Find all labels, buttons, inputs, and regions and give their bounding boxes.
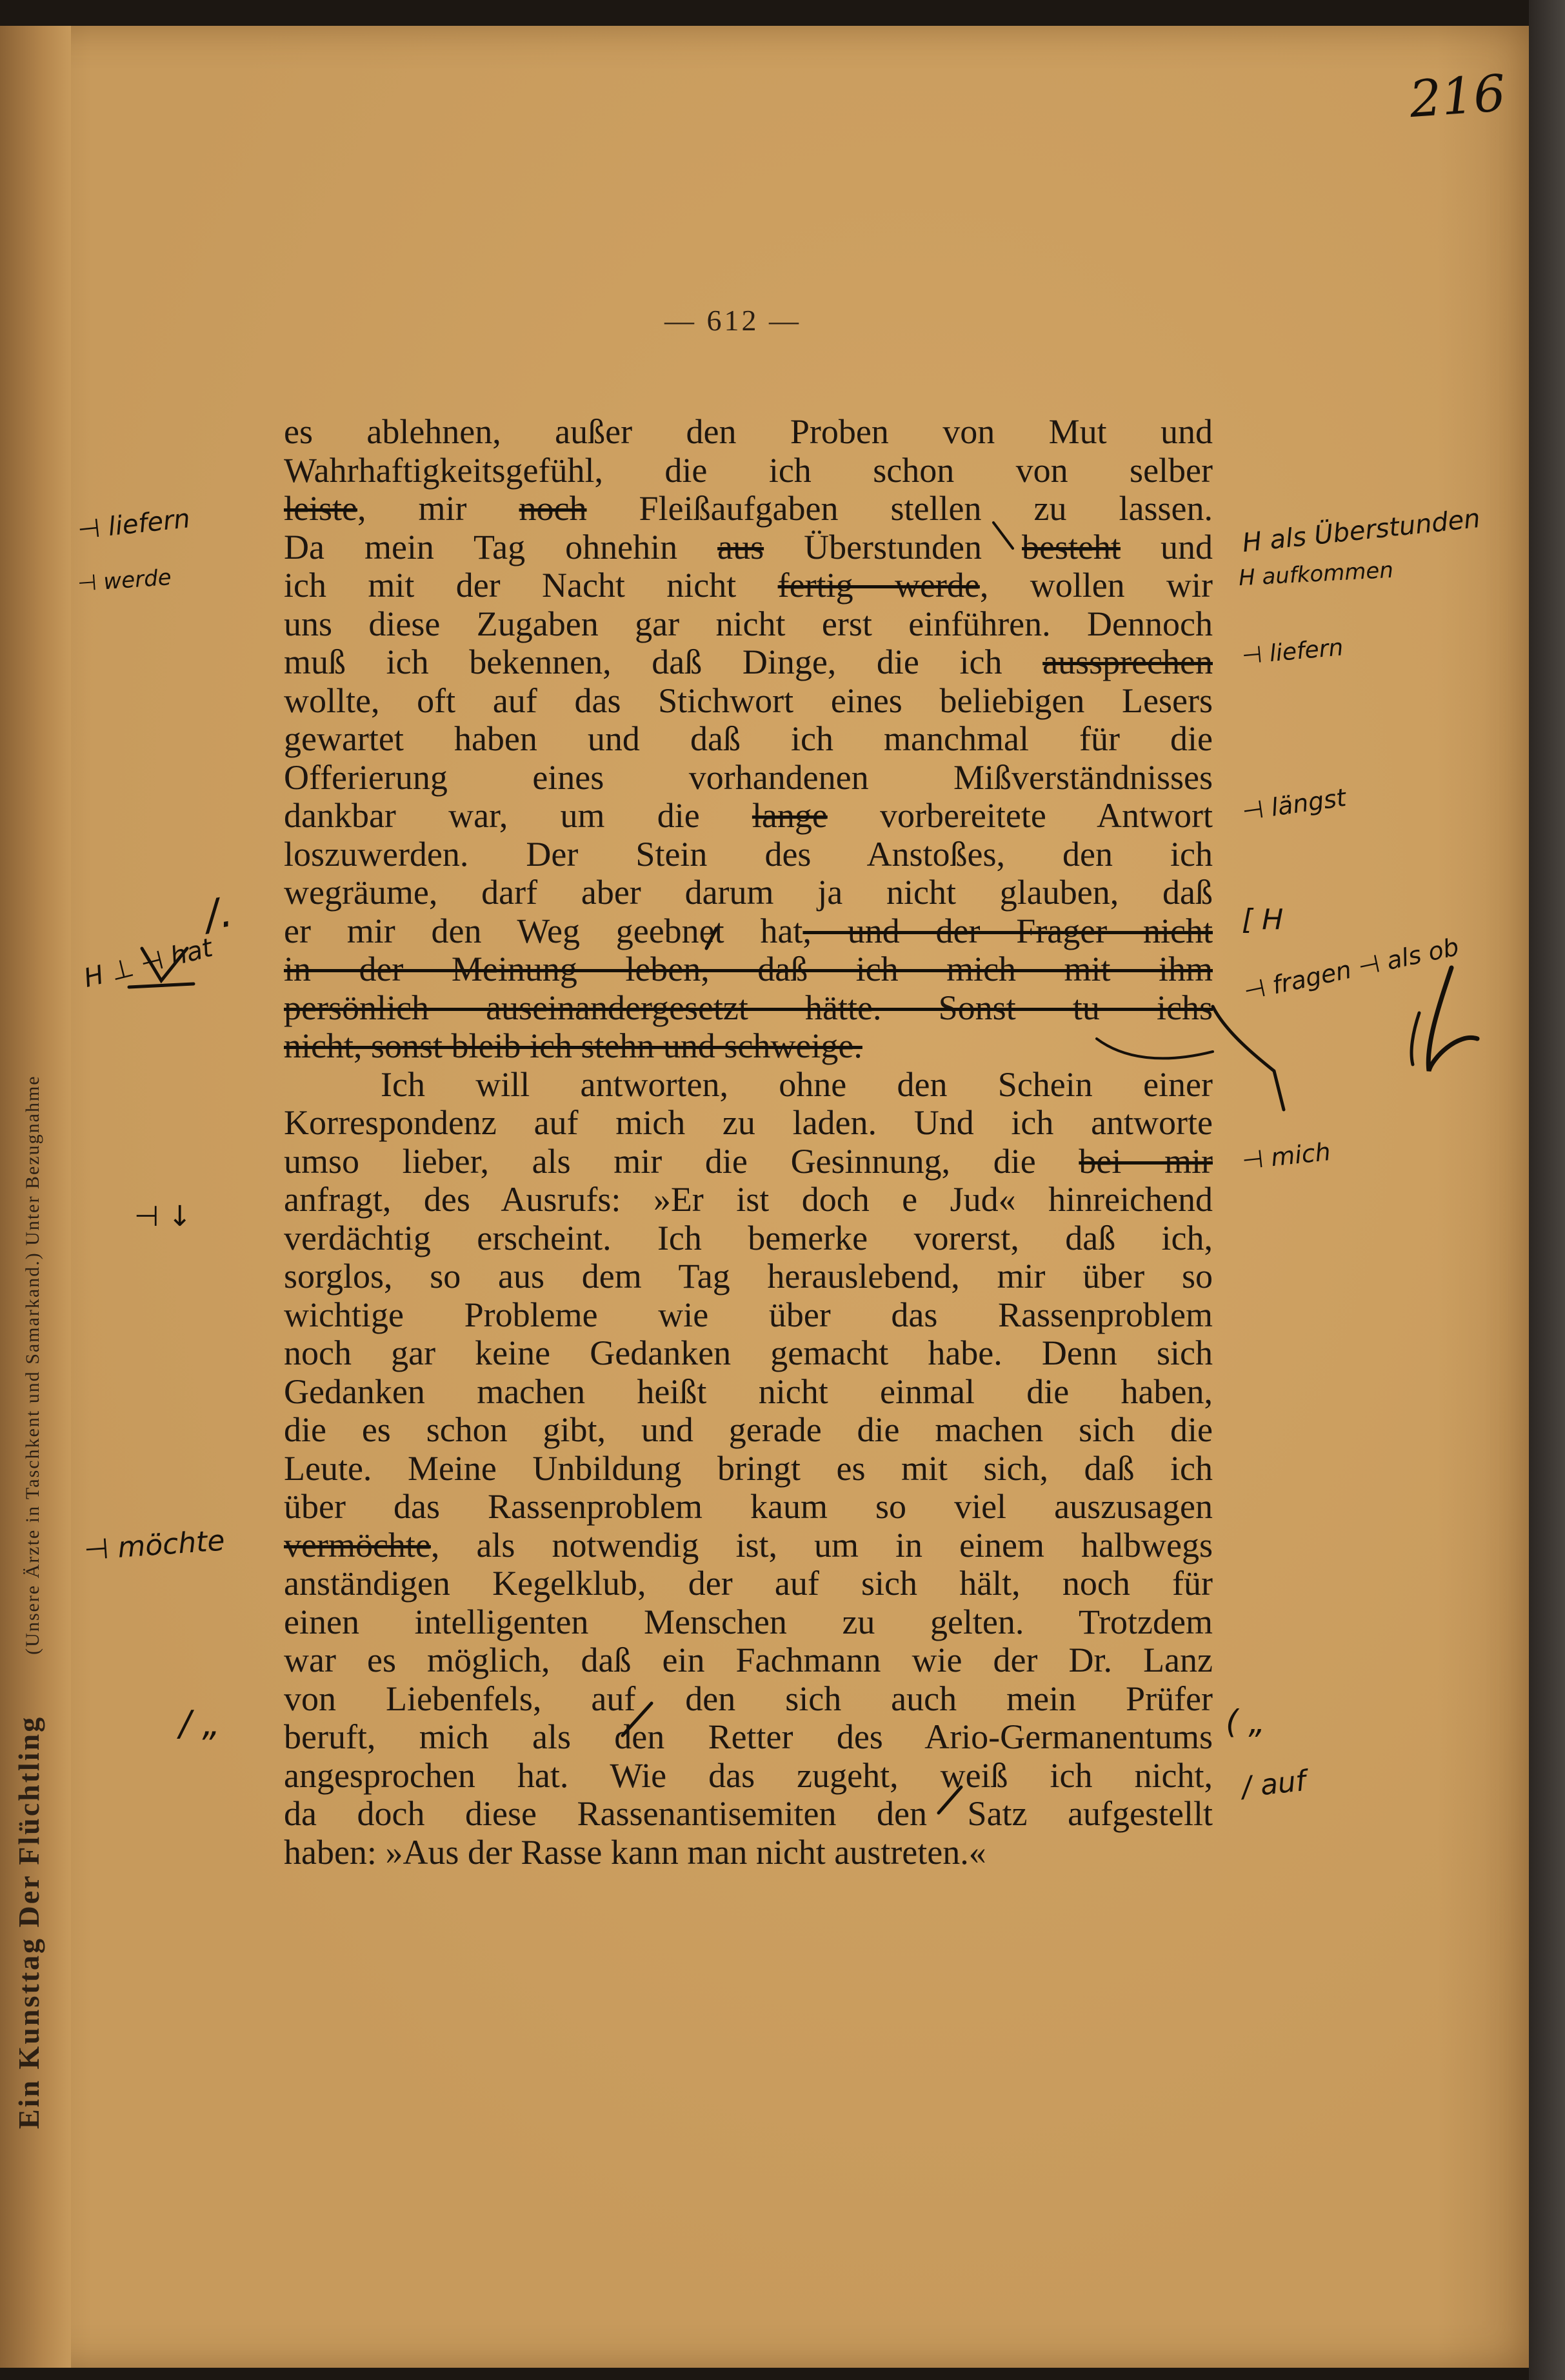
- struck-text: , und der Frager nicht: [802, 912, 1213, 950]
- text-line: sorglos, so aus dem Tag herauslebend, mir über so: [284, 1257, 1213, 1295]
- text-line: über das Rassenproblem kaum so viel auszusagen: [284, 1488, 1213, 1526]
- text-line: einen intelligenten Menschen zu gelten. Trotzdem: [284, 1603, 1213, 1641]
- margin-note-left-4: H ⊥ ⊣ hat: [81, 933, 216, 994]
- struck-text: vermöchte: [284, 1526, 431, 1565]
- text-line: Leute. Meine Unbildung bringt es mit sich, daß ich: [284, 1449, 1213, 1488]
- margin-note-left-7: / „: [179, 1703, 221, 1744]
- struck-text: aus: [717, 528, 764, 566]
- text-line: anfragt, des Ausrufs: »Er ist doch e Jud« hinreichend: [284, 1181, 1213, 1219]
- text-line: uns diese Zugaben gar nicht erst einführen. Dennoch: [284, 605, 1213, 643]
- margin-note-left-6: ⊣ möchte: [83, 1524, 226, 1567]
- margin-note-right-6: ⊣ fragen ⊣ als ob: [1241, 932, 1462, 1006]
- struck-text: noch: [519, 490, 587, 528]
- text-line: die es schon gibt, und gerade die machen sich die: [284, 1411, 1213, 1449]
- running-head-title: Ein Kunsttag Der Flüchtling: [12, 1715, 45, 2129]
- text-line: haben: »Aus der Rasse kann man nicht austreten.«: [284, 1833, 986, 1872]
- text-line: Gedanken machen heißt nicht einmal die haben,: [284, 1372, 1213, 1411]
- running-head-vertical: [12, 1075, 46, 2129]
- struck-text: fertig werde: [777, 566, 980, 605]
- margin-note-right-3: ⊣ liefern: [1241, 634, 1344, 670]
- text-line: loszuwerden. Der Stein des Anstoßes, den ich: [284, 835, 1213, 874]
- text-fragment: , wollen wir: [979, 566, 1213, 605]
- text-line: Ich will antworten, ohne den Schein einer: [381, 1065, 1213, 1104]
- struck-text: leiste: [284, 490, 357, 528]
- handwritten-folio-number: 216: [1408, 64, 1508, 130]
- text-line: wichtige Probleme wie über das Rassenproblem: [284, 1295, 1213, 1334]
- text-fragment: ich mit der Nacht nicht: [284, 566, 778, 605]
- margin-note-right-9: / auf: [1240, 1764, 1308, 1805]
- text-fragment: dankbar war, um die: [284, 797, 752, 835]
- margin-note-left-3: /.: [201, 888, 237, 941]
- text-line: anständigen Kegelklub, der auf sich hält, noch für: [284, 1565, 1213, 1603]
- margin-note-left-5: ⊣ ↓: [134, 1200, 192, 1233]
- struck-text: lange: [752, 797, 828, 835]
- text-fragment: vorbereitete Antwort: [827, 797, 1213, 835]
- struck-text: persönlich auseinandergesetzt hätte. Sonst tu ichs: [284, 988, 1213, 1027]
- page-edge: [1529, 0, 1565, 2380]
- text-line: war es möglich, daß ein Fachmann wie der Dr. Lanz: [284, 1641, 1213, 1679]
- text-line: [284, 1027, 1213, 1066]
- text-line: gewartet haben und daß ich manchmal für die: [284, 720, 1213, 758]
- text-line: angesprochen hat. Wie das zugeht, weiß ich nicht,: [284, 1756, 1213, 1795]
- running-head-subtitle: (Unsere Ärzte in Taschkent und Samarkand.) Unter Bezugnahme: [22, 1075, 43, 1655]
- margin-note-right-8: ( „: [1226, 1703, 1266, 1741]
- printed-page-number: — 612 —: [664, 304, 801, 337]
- struck-text: in der Meinung leben, daß ich mich mit ihm: [284, 950, 1213, 988]
- text-line: Wahrhaftigkeitsgefühl, die ich schon von selber: [284, 451, 1213, 490]
- text-line: [284, 1143, 1213, 1181]
- struck-text: besteht: [1022, 528, 1121, 566]
- text-line: [284, 989, 1213, 1028]
- text-line: verdächtig erscheint. Ich bemerke vorerst, daß ich,: [284, 1219, 1213, 1257]
- text-line: wegräume, darf aber darum ja nicht glauben, daß: [284, 874, 1213, 912]
- text-fragment: Da mein Tag ohnehin: [284, 528, 718, 566]
- text-line: [284, 912, 1213, 951]
- struck-text: aussprechen: [1042, 643, 1213, 681]
- text-line: da doch diese Rassenantisemiten den Satz aufgestellt: [284, 1795, 1213, 1833]
- text-fragment: Überstunden: [764, 528, 1022, 566]
- text-line: [284, 490, 1213, 528]
- text-line: beruft, mich als den Retter des Ario-Germanentums: [284, 1718, 1213, 1756]
- text-line: [284, 643, 1213, 682]
- margin-note-left-1: ⊣ liefern: [76, 503, 192, 546]
- struck-text: nicht, sonst bleib ich stehn und schweige.: [284, 1027, 862, 1065]
- text-fragment: umso lieber, als mir die Gesinnung, die: [284, 1142, 1079, 1181]
- margin-note-left-2: ⊣ werde: [76, 564, 172, 597]
- text-line: Korrespondenz auf mich zu laden. Und ich antworte: [284, 1104, 1213, 1142]
- text-line: [284, 566, 1213, 605]
- text-fragment: er mir den Weg geebnet hat: [284, 912, 803, 950]
- text-line: [284, 950, 1213, 989]
- text-fragment: , mir: [357, 490, 519, 528]
- text-line: [284, 528, 1213, 567]
- margin-note-right-1: H als Überstunden: [1241, 503, 1482, 559]
- text-line: noch gar keine Gedanken gemacht habe. Denn sich: [284, 1334, 1213, 1372]
- margin-note-right-4: ⊣ längst: [1240, 783, 1348, 826]
- text-line: [284, 1526, 1213, 1565]
- text-fragment: muß ich bekennen, daß Dinge, die ich: [284, 643, 1043, 681]
- text-line: wollte, oft auf das Stichwort eines beliebigen Lesers: [284, 681, 1213, 720]
- body-text: [284, 413, 1213, 1872]
- text-fragment: und: [1121, 528, 1213, 566]
- struck-text: bei mir: [1079, 1142, 1213, 1181]
- margin-note-right-7: ⊣ mich: [1241, 1137, 1332, 1175]
- margin-note-right-5: [ H: [1242, 903, 1284, 936]
- text-line: es ablehnen, außer den Proben von Mut und: [284, 413, 1213, 451]
- text-line: Offerierung eines vorhandenen Mißverständnisses: [284, 758, 1213, 797]
- text-fragment: , als notwendig ist, um in einem halbwegs: [430, 1526, 1213, 1565]
- text-line: [284, 797, 1213, 835]
- text-fragment: Fleißaufgaben stellen zu lassen.: [586, 490, 1213, 528]
- text-line: von Liebenfels, auf den sich auch mein Prüfer: [284, 1679, 1213, 1718]
- margin-note-right-2: H aufkommen: [1238, 557, 1394, 592]
